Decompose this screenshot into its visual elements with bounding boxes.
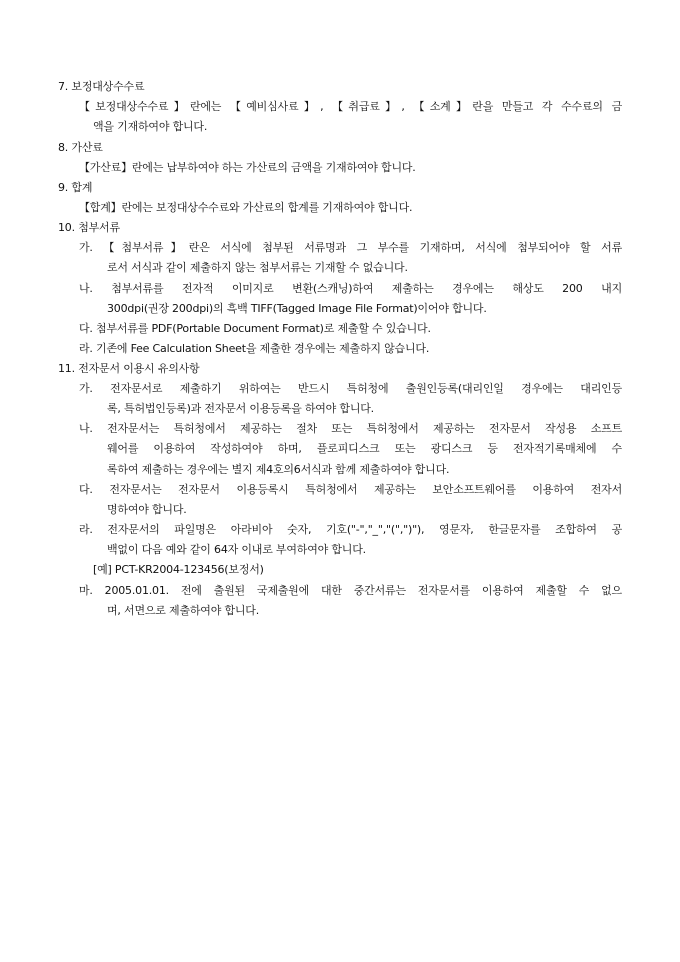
section-8-body-line-1: 【가산료】란에는 납부하여야 하는 가산료의 금액을 기재하여야 합니다. (79, 161, 416, 174)
section-11-item-3-line-2: 명하여야 합니다. (107, 503, 187, 516)
section-10-heading: 10. 첨부서류 (58, 221, 120, 234)
section-11-item-2-line-2: 웨어를 이용하여 작성하여야 하며, 플로피디스크 또는 광디스크 등 전자적기록매체에 수 (107, 442, 622, 455)
section-11-item-2-line-1: 나. 전자문서는 특허청에서 제공하는 절차 또는 특허청에서 제공하는 전자문서 작성용 소프트 (79, 422, 622, 435)
section-9-heading: 9. 합계 (58, 181, 93, 194)
section-11-item-1-line-1: 가. 전자문서로 제출하기 위하여는 반드시 특허청에 출원인등록(대리인일 경우에는 대리인등 (79, 382, 622, 395)
section-7-body-line-2: 액을 기재하여야 합니다. (93, 120, 208, 133)
section-7-heading: 7. 보정대상수수료 (58, 80, 145, 93)
section-10-item-4-line-1: 라. 기존에 Fee Calculation Sheet을 제출한 경우에는 제출하지 않습니다. (79, 342, 430, 355)
section-8-heading: 8. 가산료 (58, 141, 103, 154)
section-10-item-1-line-2: 로서 서식과 같이 제출하지 않는 첨부서류는 기재할 수 없습니다. (107, 261, 408, 274)
section-11-heading: 11. 전자문서 이용시 유의사항 (58, 362, 200, 375)
section-9-body-line-1: 【합계】란에는 보정대상수수료와 가산료의 합계를 기재하여야 합니다. (79, 201, 413, 214)
section-11-item-5-line-1: 마. 2005.01.01. 전에 출원된 국제출원에 대한 중간서류는 전자문서를 이용하여 제출할 수 없으 (79, 584, 622, 597)
section-11-item-5-line-2: 며, 서면으로 제출하여야 합니다. (107, 604, 260, 617)
section-11-filename-example: [예] PCT-KR2004-123456(보정서) (93, 563, 264, 576)
section-11-item-4-line-2: 백없이 다음 예와 같이 64자 이내로 부여하여야 합니다. (107, 543, 366, 556)
section-11-item-4-line-1: 라. 전자문서의 파일명은 아라비아 숫자, 기호("-","_","(",")"), 영문자, 한글문자를 조합하여 공 (79, 523, 622, 536)
section-11-item-2-line-3: 록하여 제출하는 경우에는 별지 제4호의6서식과 함께 제출하여야 합니다. (107, 463, 450, 476)
section-10-item-1-line-1: 가. 【첨부서류】란은 서식에 첨부된 서류명과 그 부수를 기재하며, 서식에 첨부되어야 할 서류 (79, 241, 622, 254)
section-11-item-3-line-1: 다. 전자문서는 전자문서 이용등록시 특허청에서 제공하는 보안소프트웨어를 이용하여 전자서 (79, 483, 622, 496)
section-7-body-line-1: 【보정대상수수료】란에는 【예비심사료】, 【취급료】, 【소계】란을 만들고 각 수수료의 금 (79, 100, 622, 113)
section-10-item-3-line-1: 다. 첨부서류를 PDF(Portable Document Format)로 제출할 수 있습니다. (79, 322, 431, 335)
section-10-item-2-line-2: 300dpi(권장 200dpi)의 흑백 TIFF(Tagged Image File Format)이어야 합니다. (107, 302, 487, 315)
section-10-item-2-line-1: 나. 첨부서류를 전자적 이미지로 변환(스캐닝)하여 제출하는 경우에는 해상도 200 내지 (79, 282, 622, 295)
section-11-item-1-line-2: 록, 특허법인등록)과 전자문서 이용등록을 하여야 합니다. (107, 402, 374, 415)
